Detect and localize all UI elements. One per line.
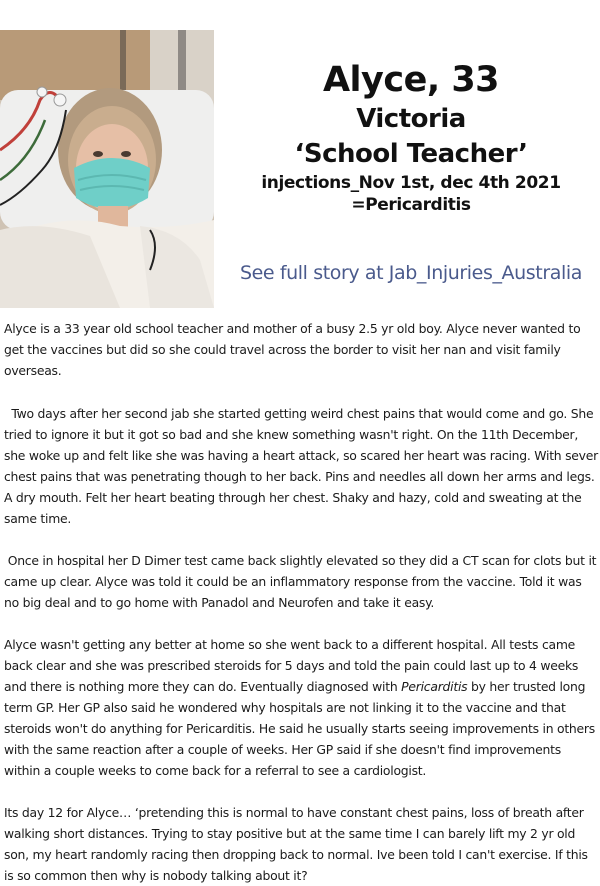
story-paragraph-1: Alyce is a 33 year old school teacher and mother of a busy 2.5 yr old boy. Alyce never wanted to get the vaccines but did so she could travel across the border to visit her nan and visit family overseas. (4, 321, 581, 378)
story-body (4, 318, 598, 886)
story-paragraph-2-text: Two days after her second jab she started getting weird chest pains that would come and go. She tried to ignore it but it got so bad and she knew something wasn't right. On the 11th December, she woke up and felt like she was having a heart attack, so scared her heart was racing. With sever chest pains that was penetrating though to her back. Pins and needles all down her arms and legs. A dry mouth. Felt her heart beating through her chest. Shaky and hazy, cold and sweating at the same time. (4, 406, 598, 526)
story-paragraph-2 (4, 403, 598, 529)
headline-diagnosis: =Pericarditis (351, 195, 471, 215)
story-link[interactable]: See full story at Jab_Injuries_Australia (239, 262, 582, 284)
story-paragraph-4-italic: Pericarditis (401, 679, 468, 694)
story-paragraph-5: Its day 12 for Alyce… ‘pretending this is normal to have constant chest pains, loss of breath after walking short distances. Trying to stay positive but at the same time I can barely lift my 2 yr old son, my heart randomly racing then dropping back to normal. Ive been told I can't exercise. If this is so common then why is nobody talking about it? (4, 805, 588, 883)
story-paragraph-3 (4, 550, 598, 613)
patient-photo (0, 30, 214, 308)
story-paragraph-4-part-1: Alyce wasn't getting any better at home so she went back to a different hospital. All tests came back clear and she was prescribed steroids for 5 days and told the pain could last up to 4 weeks and there is nothing more they can do. Eventually diagnosed with (4, 637, 579, 694)
headline (222, 58, 600, 216)
headline-occupation: ‘School Teacher’ (294, 139, 528, 169)
headline-name: Alyce, 33 (322, 60, 500, 100)
story-paragraph-4-part-2: by her trusted long term GP. Her GP also said he wondered why hospitals are not linking it to the vaccine and that steroids won't do anything for Pericarditis. He said he usually starts seeing improvements in others with the same reaction after a couple of weeks. Her GP said if she doesn't find improvements within a couple weeks to come back for a referral to see a cardiologist. (4, 679, 595, 778)
headline-injections: injections_Nov 1st, dec 4th 2021 (261, 173, 561, 193)
story-paragraph-4 (4, 634, 598, 781)
headline-state: Victoria (356, 104, 466, 134)
story-paragraph-3-text: Once in hospital her D Dimer test came back slightly elevated so they did a CT scan for clots but it came up clear. Alyce was told it could be an inflammatory response from the vaccine. Told it was no big deal and to go home with Panadol and Neurofen and take it easy. (4, 553, 597, 610)
